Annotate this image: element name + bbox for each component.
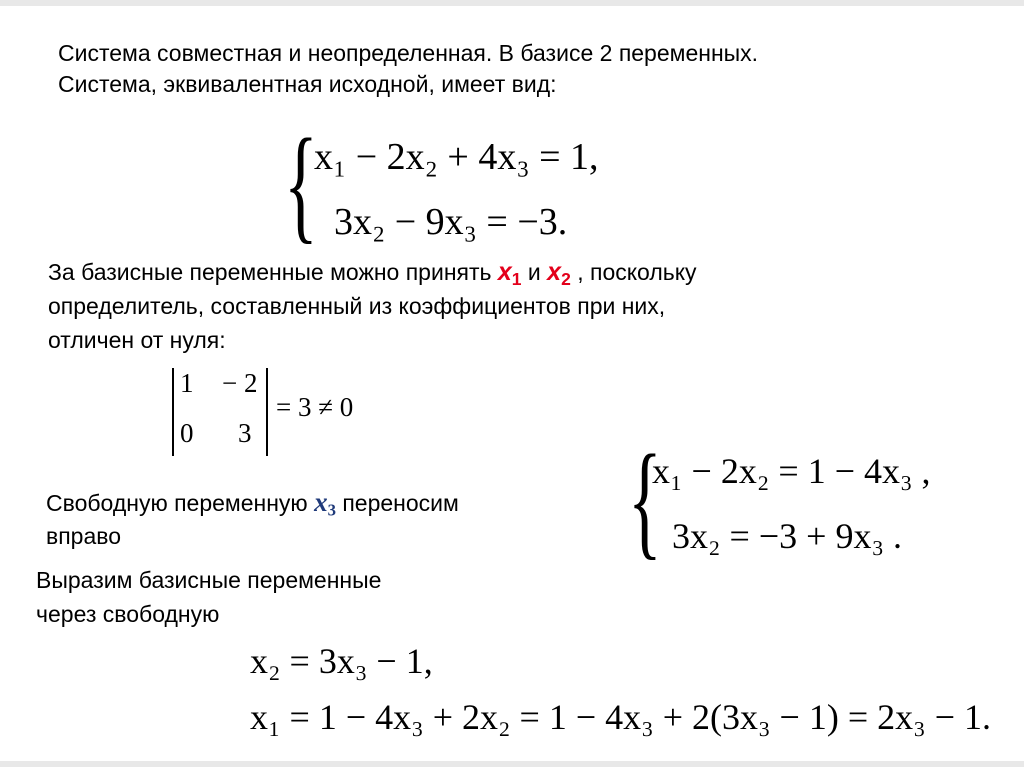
system1-row-2: 3x₂ − 9x₃ = −3. [334,201,568,243]
basis-var-x1 [497,258,522,289]
intro-line-1: Система совместная и неопределенная. В базисе 2 переменных. [58,40,759,66]
free-line-1-start: Свободную переменную [46,490,315,516]
intro-line-2: Система, эквивалентная исходной, имеет вид: [58,71,557,97]
basis-var-x1-letter: x [497,258,512,286]
free-var-x3-sub: 3 [327,500,336,520]
det-left-bar [172,368,174,456]
free-line-1 [46,488,459,525]
basis-line-1 [48,258,697,293]
det-right-bar [266,368,268,456]
basis-conj: и [521,259,548,285]
basis-var-x2-sub: 2 [561,268,571,289]
basis-var-x2-letter: x [547,258,562,286]
system2-row-2: 3x₂ = −3 + 9x₃ . [672,516,903,556]
top-border [0,0,1024,6]
free-var-x3-letter: x [314,487,328,517]
det-r2c1: 0 [180,418,194,448]
det-r1c1: 1 [180,368,194,398]
express-line-2: через свободную [36,601,220,627]
free-var-x3 [314,487,336,520]
basis-line-2: определитель, составленный из коэффициентов при них, [48,293,666,319]
basis-line-1-start: За базисные переменные можно принять [48,259,498,285]
basis-line-3: отличен от нуля: [48,327,226,353]
det-r1c2: − 2 [222,368,258,398]
det-r2c2: 3 [238,418,252,448]
result-row-1: x₂ = 3x₃ − 1, [250,641,433,681]
result-row-2: x₁ = 1 − 4x₃ + 2x₂ = 1 − 4x₃ + 2(3x₃ − 1) = 2x₃ − 1. [250,697,992,737]
system1-brace: { [284,113,318,255]
det-result: = 3 ≠ 0 [276,392,354,422]
system1-row-1: x₁ − 2x₂ + 4x₃ = 1, [314,136,599,178]
basis-var-x1-sub: 1 [511,268,522,289]
basis-var-x2 [547,258,571,289]
system2-row-1: x₁ − 2x₂ = 1 − 4x₃ , [652,451,931,491]
free-line-2: вправо [46,523,122,549]
express-line-1: Выразим базисные переменные [36,567,382,593]
free-line-1-end: переносим [335,490,459,516]
basis-line-1-end: , поскольку [570,259,697,285]
system2-brace: { [628,429,662,571]
bottom-border [0,761,1024,767]
